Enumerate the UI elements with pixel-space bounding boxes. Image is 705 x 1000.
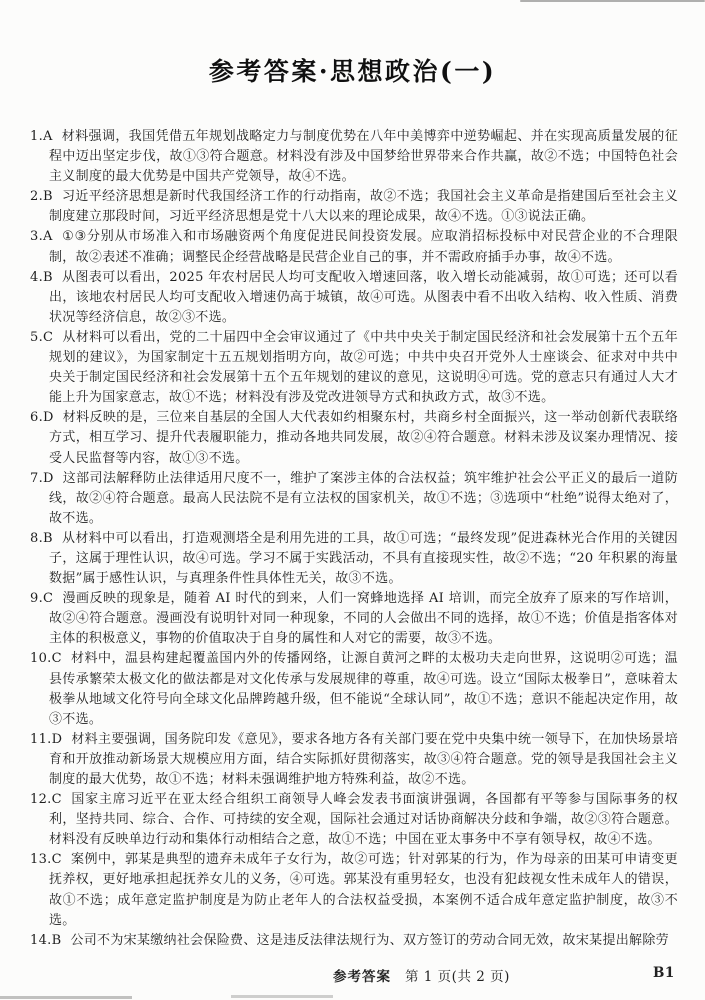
- answer-text: 国家主席习近平在亚太经合组织工商领导人峰会发表书面演讲强调，各国都有平等参与国际事务的权利，坚持共同、综合、合作、可持续的安全观，国际社会通过对话协商解决分歧和争端，故②③符合题意。材料没有反映单边行动和集体行动相结合之意，故①不选；中国在亚太事务中不享有领导权，故④不选。: [49, 792, 678, 848]
- scan-artifact-bottom-mid: [231, 995, 333, 998]
- answer-label: 9.C: [30, 591, 54, 607]
- footer-version-code: B1: [653, 965, 675, 981]
- answer-item: [30, 469, 678, 529]
- answer-label: 14.B: [30, 932, 62, 948]
- answer-label: 6.D: [30, 410, 54, 426]
- answer-label: 8.B: [30, 530, 53, 546]
- answer-text: 从图表可以看出，2025 年农村居民人均可支配收入增速回落，收入增长动能减弱，故①可选；还可以看出，该地农村居民人均可支配收入增速仍高于城镇，故④可选。从图表中看不出收入结构、收入性质、消费状况等经济信息，故②③不选。: [49, 269, 678, 325]
- answer-text: 公司不为宋某缴纳社会保险费、这是违反法律法规行为、双方签订的劳动合同无效，故宋某提出解除劳: [70, 932, 669, 948]
- answer-text: 案例中，郭某是典型的遗弃未成年子女行为，故②可选；针对郭某的行为，作为母亲的田某可申请变更抚养权，更好地承担起抚养女儿的义务，④可选。郭某没有重男轻女，也没有犯歧视女性未成年人的错误，故①不选；成年意定监护制度是为防止老年人的合法权益受损，本案例不适合成年意定监护制度，故③不选。: [49, 852, 678, 928]
- answer-text: ①③分别从市场准入和市场融资两个角度促进民间投资发展。应取消招标投标中对民营企业的不合理限制，故②表述不准确；调整民企经营战略是民营企业自己的事，并不需政府插手办事，故④不选。: [49, 229, 678, 265]
- answer-label: 4.B: [30, 269, 53, 285]
- answer-item: [30, 589, 678, 649]
- footer-page-info: [333, 965, 510, 985]
- scan-artifact-bottom-left: [0, 996, 132, 999]
- answer-item: [30, 268, 678, 328]
- answer-label: 11.D: [30, 731, 63, 747]
- answer-text: 材料反映的是，三位来自基层的全国人大代表如约相聚东村，共商乡村全面振兴，这一举动创新代表联络方式，相互学习、提升代表履职能力，推动各地共同发展，故②④符合题意。材料未涉及议案办理情况、接受人民监督等内容，故①③不选。: [49, 410, 678, 466]
- answer-label: 7.D: [30, 470, 54, 486]
- answer-text: 材料主要强调，国务院印发《意见》，要求各地方各有关部门要在党中央集中统一领导下，在加快场景培育和开放推动新场景大规模应用方面，结合实际抓好贯彻落实，故③④符合题意。党的领导是我国社会主义制度的最大优势，故①不选；材料未强调维护地方特殊利益，故②不选。: [49, 731, 678, 787]
- answer-label: 5.C: [30, 329, 54, 345]
- scan-artifact-top-edge: [520, 0, 705, 2]
- answer-item: [30, 850, 678, 930]
- answer-text: 从材料中可以看出，打造观测塔全是利用先进的工具，故①可选；“最终发现”促进森林光合作用的关键因子，这属于理性认识，故④可选。学习不属于实践活动，不具有直接现实性，故②不选；“20 年积累的海量数据”属于感性认识，与真理条件性具体性无关，故③不选。: [49, 530, 678, 587]
- answer-label: 1.A: [30, 129, 53, 144]
- answer-label: 13.C: [30, 852, 62, 868]
- answer-label: 2.B: [30, 189, 53, 205]
- answer-item: [30, 328, 678, 408]
- answer-label: 12.C: [30, 792, 62, 808]
- answer-item: [30, 790, 678, 850]
- answer-text: 这部司法解释防止法律适用尺度不一，维护了案涉主体的合法权益；筑牢维护社会公平正义的最后一道防线，故②④符合题意。最高人民法院不是有立法权的国家机关，故①不选；③选项中“杜绝”说得太绝对了，故不选。: [49, 470, 678, 526]
- answer-item: [30, 127, 678, 187]
- footer-page-number: 第 1 页(共 2 页): [405, 969, 510, 985]
- answer-item: [30, 649, 678, 729]
- answer-text: 材料强调，我国凭借五年规划战略定力与制度优势在八年中美博弈中逆势崛起、并在实现高质量发展的征程中迈出坚定步伐，故①③符合题意。材料没有涉及中国梦给世界带来合作共赢，故②不选；中国特色社会主义制度的最大优势是中国共产党领导，故④不选。: [49, 129, 678, 185]
- answer-text: 从材料可以看出，党的二十届四中全会审议通过了《中共中央关于制定国民经济和社会发展第十五个五年规划的建议》，为国家制定十五五规划指明方向，故②可选；中共中央召开党外人士座谈会、征求对中共中央关于制定国民经济和社会发展第十五个五年规划的建议的意见，这说明④可选。党的意志只有通过人大才能上升为国家意志，故①不选；材料没有涉及党改进领导方式和执政方式，故③不选。: [49, 329, 678, 406]
- answer-text: 材料中，温县构建起覆盖国内外的传播网络，让源自黄河之畔的太极功夫走向世界，这说明②可选；温县传承繁荣太极文化的做法都是对文化传承与发展规律的尊重，故④可选。设立“国际太极拳日”，意味着太极拳从地域文化符号向全球文化品牌跨越升级，但不能说“全球认同”，故①不选；意识不能起决定作用，故③不选。: [49, 651, 678, 727]
- answer-item: [30, 187, 678, 227]
- answers-list: [30, 127, 678, 951]
- footer-doc-label: 参考答案: [333, 969, 391, 985]
- page-footer: [0, 965, 705, 983]
- answer-item: [30, 227, 678, 267]
- answer-item: [30, 730, 678, 790]
- answer-item: [30, 931, 678, 951]
- answer-label: 10.C: [30, 651, 62, 667]
- answer-item: [30, 529, 678, 589]
- answer-text: 习近平经济思想是新时代我国经济工作的行动指南，故②不选；我国社会主义革命是指建国后至社会主义制度建立那段时间，习近平经济思想是党十八大以来的理论成果，故④不选。①③说法正确。: [49, 189, 678, 225]
- answer-item: [30, 408, 678, 468]
- answer-text: 漫画反映的现象是，随着 AI 时代的到来，人们一窝蜂地选择 AI 培训，而完全放弃了原来的写作培训，故②④符合题意。漫画没有说明针对同一种现象，不同的人会做出不同的选择，故①不选；价值是指客体对主体的积极意义，事物的价值取决于自身的属性和人对它的需要，故③不选。: [49, 591, 678, 647]
- answer-label: 3.A: [30, 229, 53, 245]
- page-title: 参考答案·思想政治(一): [208, 57, 497, 86]
